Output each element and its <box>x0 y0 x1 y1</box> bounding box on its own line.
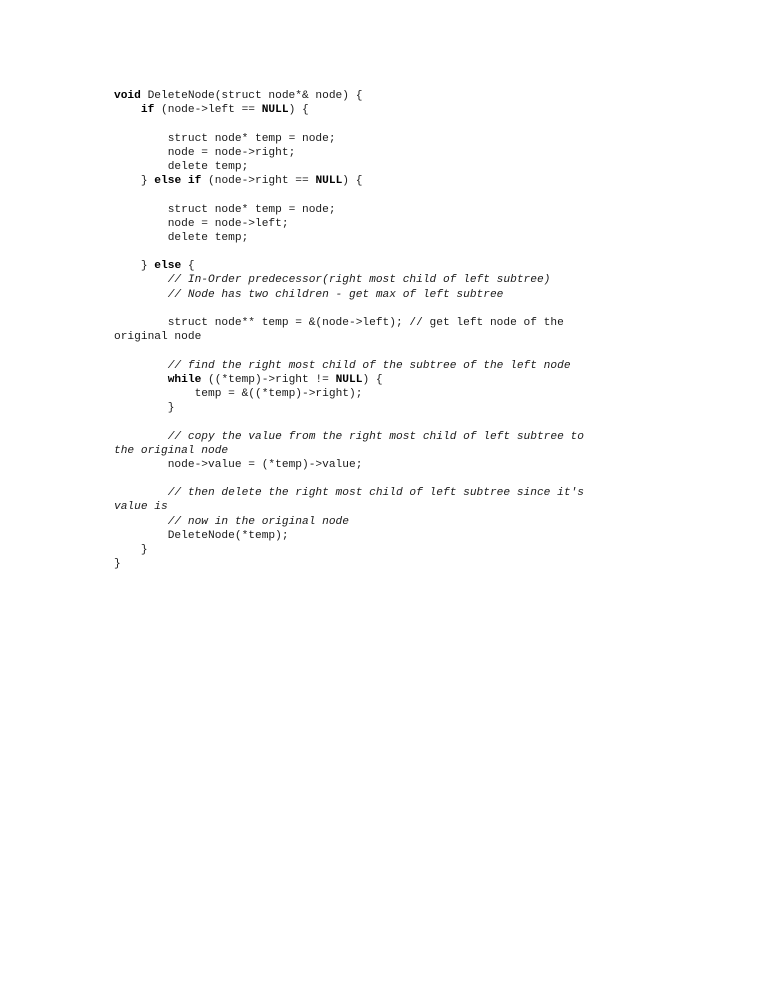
indent <box>114 260 141 272</box>
comment-text: // then delete the right most child of left subtree since it's <box>167 487 584 500</box>
indent <box>114 431 168 443</box>
code-block <box>114 89 654 571</box>
indent <box>114 175 141 187</box>
indent <box>114 459 168 471</box>
code-text: DeleteNode(struct node*& node) { <box>140 90 363 102</box>
code-line <box>114 500 654 514</box>
code-text: struct node** temp = &(node->left); // get left node of the <box>167 317 564 329</box>
code-text: } <box>140 544 148 556</box>
indent <box>114 289 168 301</box>
code-line <box>114 288 654 302</box>
keyword: else <box>154 260 182 273</box>
keyword: if <box>140 104 155 117</box>
comment-text: // In-Order predecessor(right most child of left subtree) <box>167 274 551 287</box>
blank-line <box>114 245 654 259</box>
code-line <box>114 458 654 472</box>
code-text: temp = &((*temp)->right); <box>194 387 363 400</box>
code-line <box>114 430 654 444</box>
code-line <box>114 103 654 117</box>
keyword: else if <box>154 175 202 188</box>
code-text: ) { <box>342 175 363 188</box>
code-text: (node->right == <box>201 175 316 188</box>
code-text: node = node->left; <box>167 217 289 230</box>
code-text: } <box>114 558 121 571</box>
code-line <box>114 203 654 217</box>
code-line <box>114 273 654 287</box>
indent <box>114 232 168 244</box>
code-text: ) { <box>362 373 383 386</box>
code-line <box>114 543 654 557</box>
comment-text: the original node <box>114 444 229 457</box>
code-line <box>114 515 654 529</box>
code-text: struct node* temp = node; <box>167 132 336 145</box>
indent <box>114 388 195 400</box>
code-line <box>114 146 654 160</box>
comment-text: // find the right most child of the subtree of the left node <box>167 359 571 372</box>
indent <box>114 317 168 329</box>
indent <box>114 204 168 216</box>
code-text: } <box>140 175 155 188</box>
blank-line <box>114 472 654 486</box>
code-line <box>114 174 654 188</box>
indent <box>114 104 141 116</box>
comment-text: // copy the value from the right most child of left subtree to <box>167 430 584 443</box>
keyword: NULL <box>261 104 289 117</box>
code-text: { <box>181 260 195 273</box>
code-text: node->value = (*temp)->value; <box>167 458 363 471</box>
blank-line <box>114 117 654 131</box>
code-line <box>114 444 654 458</box>
comment-text: value is <box>114 501 168 514</box>
blank-line <box>114 415 654 429</box>
indent <box>114 218 168 230</box>
code-line <box>114 373 654 387</box>
code-line <box>114 359 654 373</box>
keyword: NULL <box>315 175 343 188</box>
code-line <box>114 330 654 344</box>
code-line <box>114 132 654 146</box>
indent <box>114 516 168 528</box>
code-text: (node->left == <box>154 104 262 117</box>
code-text: node = node->right; <box>167 146 296 159</box>
code-text: struct node* temp = node; <box>167 203 336 216</box>
code-line <box>114 89 654 103</box>
code-text: delete temp; <box>167 231 249 244</box>
code-line <box>114 217 654 231</box>
indent <box>114 530 168 542</box>
code-text: delete temp; <box>167 160 249 173</box>
code-line <box>114 316 654 330</box>
indent <box>114 374 168 386</box>
code-line <box>114 486 654 500</box>
code-text: original node <box>114 331 202 344</box>
code-line <box>114 259 654 273</box>
blank-line <box>114 302 654 316</box>
code-text: DeleteNode(*temp); <box>167 529 289 542</box>
code-line <box>114 557 654 571</box>
indent <box>114 161 168 173</box>
indent <box>114 360 168 372</box>
keyword: NULL <box>335 373 363 386</box>
code-text: } <box>167 402 175 415</box>
blank-line <box>114 344 654 358</box>
indent <box>114 133 168 145</box>
indent <box>114 274 168 286</box>
indent <box>114 402 168 414</box>
code-line <box>114 387 654 401</box>
indent <box>114 544 141 556</box>
indent <box>114 147 168 159</box>
code-text: ((*temp)->right != <box>201 373 336 386</box>
comment-text: // now in the original node <box>167 515 349 528</box>
keyword: while <box>167 373 202 386</box>
code-text: } <box>140 260 155 273</box>
blank-line <box>114 188 654 202</box>
indent <box>114 487 168 499</box>
code-line <box>114 231 654 245</box>
code-line <box>114 160 654 174</box>
keyword: void <box>114 90 141 102</box>
code-line <box>114 401 654 415</box>
code-line <box>114 529 654 543</box>
comment-text: // Node has two children - get max of left subtree <box>167 288 504 301</box>
code-text: ) { <box>288 104 309 117</box>
